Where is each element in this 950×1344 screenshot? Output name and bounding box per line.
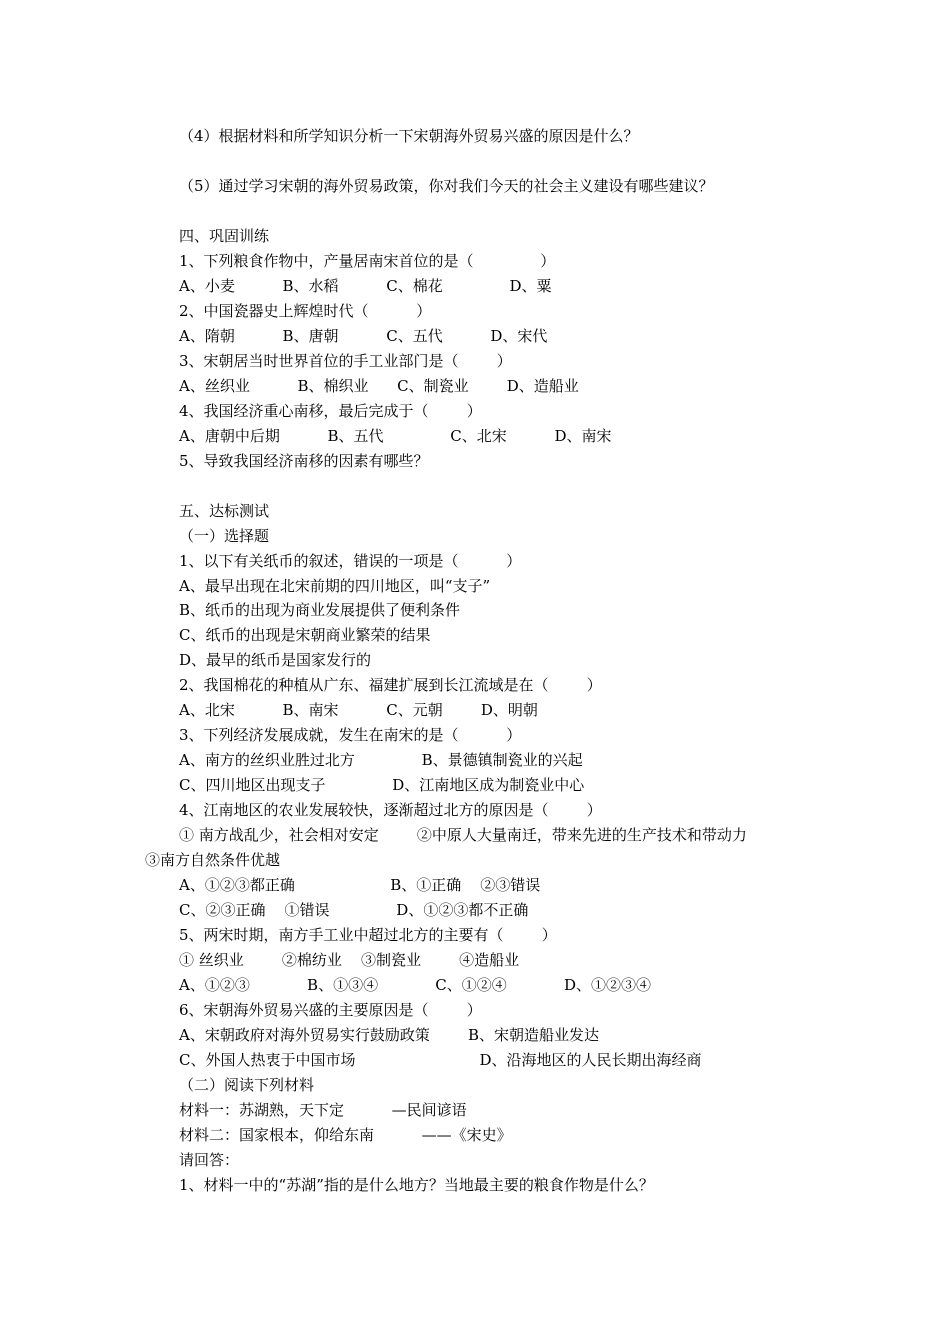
test-q2-options: A、北宋 B、南宋 C、元朝 D、明朝 [179,701,538,719]
test-q1-option-d: D、最早的纸币是国家发行的 [179,651,372,669]
practice-q2: 2、中国瓷器史上辉煌时代（ ） [179,302,432,320]
practice-q1-options: A、小麦 B、水稻 C、棉花 D、粟 [179,277,552,295]
test-q4: 4、江南地区的农业发展较快，逐渐超过北方的原因是（ ） [179,801,602,819]
test-q1-option-c: C、纸币的出现是宋朝商业繁荣的结果 [179,626,431,644]
test-q5-options: A、①②③ B、①③④ C、①②④ D、①②③④ [179,976,652,994]
section-4-heading: 四、巩固训练 [179,227,270,245]
material-1: 材料一：苏湖熟，天下定 —民间谚语 [179,1101,467,1119]
answer-prompt: 请回答： [179,1151,240,1169]
subsection-reading-heading: （二）阅读下列材料 [179,1076,315,1094]
test-q6-options-cd: C、外国人热衷于中国市场 D、沿海地区的人民长期出海经商 [179,1051,702,1069]
test-q3-options-ab: A、南方的丝织业胜过北方 B、景德镇制瓷业的兴起 [179,751,583,769]
practice-q2-options: A、隋朝 B、唐朝 C、五代 D、宋代 [179,327,548,345]
test-q4-options-ab: A、①②③都正确 B、①正确 ②③错误 [179,876,541,894]
test-q4-options-cd: C、②③正确 ①错误 D、①②③都不正确 [179,901,529,919]
practice-q5: 5、导致我国经济南移的因素有哪些？ [179,452,429,470]
test-q4-statements: ① 南方战乱少，社会相对安定 ②中原人大量南迁，带来先进的生产技术和带动力 [179,826,747,844]
material-2: 材料二：国家根本，仰给东南 ——《宋史》 [179,1126,512,1144]
test-q4-statement-3: ③南方自然条件优越 [145,851,281,869]
test-q3-options-cd: C、四川地区出现支子 D、江南地区成为制瓷业中心 [179,776,585,794]
practice-q4: 4、我国经济重心南移，最后完成于（ ） [179,402,482,420]
question-4-line: （4）根据材料和所学知识分析一下宋朝海外贸易兴盛的原因是什么？ [179,127,639,145]
reading-q1: 1、材料一中的“苏湖”指的是什么地方？当地最主要的粮食作物是什么？ [179,1176,654,1194]
practice-q3: 3、宋朝居当时世界首位的手工业部门是（ ） [179,352,512,370]
test-q6: 6、宋朝海外贸易兴盛的主要原因是（ ） [179,1001,482,1019]
test-q6-options-ab: A、宋朝政府对海外贸易实行鼓励政策 B、宋朝造船业发达 [179,1026,600,1044]
test-q2: 2、我国棉花的种植从广东、福建扩展到长江流域是在（ ） [179,676,602,694]
test-q5-statements: ① 丝织业 ②棉纺业 ③制瓷业 ④造船业 [179,951,520,969]
section-5-heading: 五、达标测试 [179,502,270,520]
practice-q4-options: A、唐朝中后期 B、五代 C、北宋 D、南宋 [179,427,612,445]
question-5-line: （5）通过学习宋朝的海外贸易政策，你对我们今天的社会主义建设有哪些建议？ [179,177,714,195]
test-q3: 3、下列经济发展成就，发生在南宋的是（ ） [179,726,522,744]
subsection-choice-heading: （一）选择题 [179,527,270,545]
test-q1: 1、以下有关纸币的叙述，错误的一项是（ ） [179,552,522,570]
practice-q3-options: A、丝织业 B、棉织业 C、制瓷业 D、造船业 [179,377,579,395]
practice-q1: 1、下列粮食作物中，产量居南宋首位的是（ ） [179,252,556,270]
test-q1-option-b: B、纸币的出现为商业发展提供了便利条件 [179,601,461,619]
test-q1-option-a: A、最早出现在北宋前期的四川地区，叫“支子” [179,577,491,595]
test-q5: 5、两宋时期，南方手工业中超过北方的主要有（ ） [179,926,557,944]
